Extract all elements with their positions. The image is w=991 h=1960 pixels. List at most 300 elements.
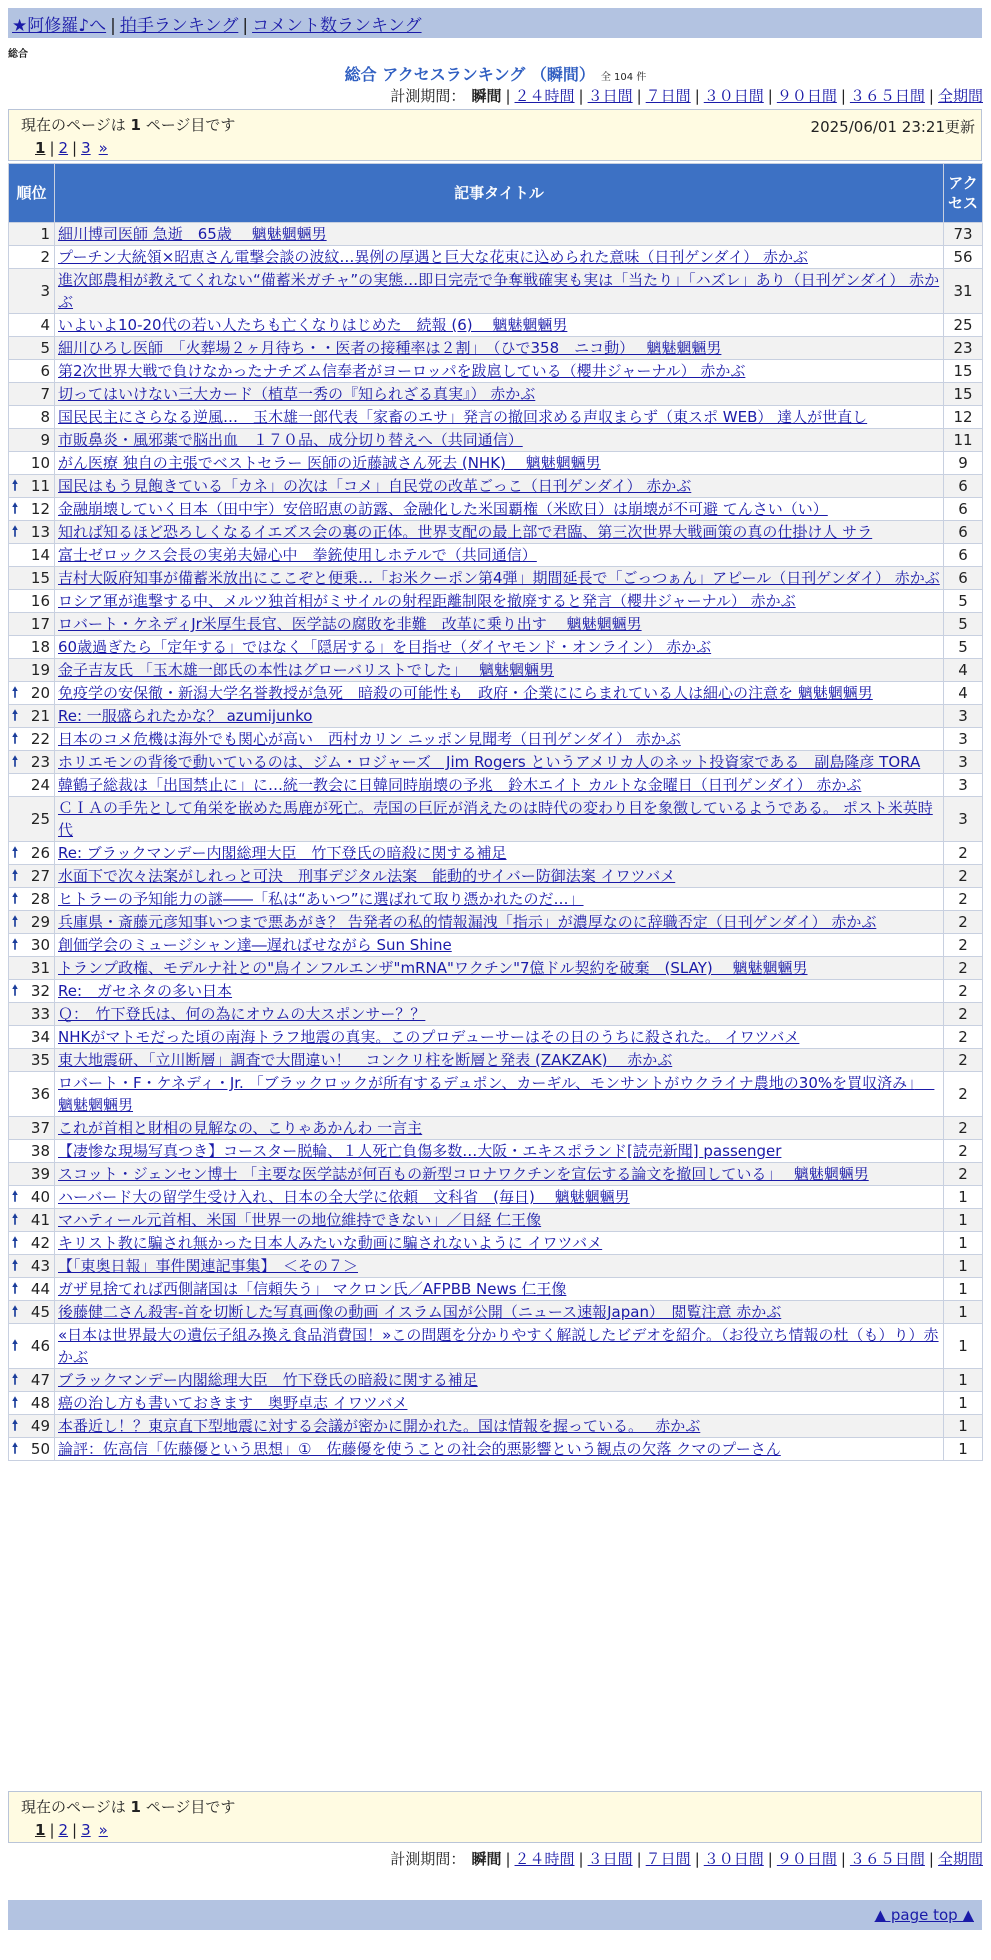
access-count: 25 [944,314,983,337]
rank-up-arrow-icon: 🠕 [12,685,19,701]
rank-number: 48 [30,1394,50,1412]
rank-number: 50 [30,1440,50,1458]
access-count: 9 [944,452,983,475]
title-cell [55,980,944,1003]
access-count: 6 [944,521,983,544]
article-title-link[interactable]: 論評：佐高信「佐藤優という思想」① 佐藤優を使うことの社会的悪影響という観点の欠落 クマのプーさん [58,1440,781,1458]
access-count: 2 [944,1003,983,1026]
table-row [9,636,983,659]
rank-up-arrow-icon: 🠕 [12,501,19,517]
rank-number: 42 [30,1234,50,1252]
title-cell [55,1072,944,1117]
access-count: 3 [944,797,983,842]
access-count: 1 [944,1301,983,1324]
period-label: 計測期間： [390,1850,466,1868]
rank-cell [9,1301,55,1324]
rank-number: 29 [30,913,50,931]
pager-bottom: 1 | 2 | 3 » [35,1821,108,1839]
top-nav-bar [8,8,982,38]
access-count: 6 [944,498,983,521]
access-count: 15 [944,383,983,406]
access-count: 1 [944,1438,983,1461]
title-cell [55,774,944,797]
title-cell [55,888,944,911]
rank-number: 49 [30,1417,50,1435]
access-count: 11 [944,429,983,452]
article-title-link[interactable]: 韓鶴子総裁は「出国禁止に」に…統一教会に日韓同時崩壊の予兆 鈴木エイト カルトな金曜日（日刊ゲンダイ） 赤かぶ [58,776,862,794]
rank-number: 19 [30,661,50,679]
period-option-30d[interactable]: ３０日間 [703,1850,764,1868]
title-cell [55,452,944,475]
rank-cell [9,842,55,865]
access-count: 31 [944,269,983,314]
article-title-link[interactable]: NHKがマトモだった頃の南海トラフ地震の真実。このプロデューサーはその日のうちに殺された。 イワツバメ [58,1028,800,1046]
rank-cell [9,613,55,636]
access-count: 5 [944,636,983,659]
rank-number: 45 [30,1303,50,1321]
title-cell [55,934,944,957]
rank-up-arrow-icon: 🠕 [12,708,19,724]
rank-number: 21 [30,707,50,725]
article-title-link[interactable]: 日本のコメ危機は海外でも関心が高い 西村カリン ニッポン見聞考（日刊ゲンダイ） 赤かぶ [58,730,681,748]
rank-cell [9,797,55,842]
rank-number: 16 [30,592,50,610]
table-row [9,751,983,774]
article-title-link[interactable]: ＣＩＡの手先として角栄を嵌めた馬鹿が死亡。売国の巨匠が消えたのは時代の変わり目を象徴しているようである。 ポスト米英時代 [58,799,933,839]
title-cell [55,1438,944,1461]
rank-number: 46 [30,1337,50,1355]
rank-up-arrow-icon: 🠕 [12,1372,19,1388]
rank-cell [9,360,55,383]
title-cell [55,498,944,521]
period-option-24h[interactable]: ２４時間 [514,1850,575,1868]
rank-up-arrow-icon: 🠕 [12,1235,19,1251]
article-title-link[interactable]: «日本は世界最大の遺伝子組み換え食品消費国！»この問題を分かりやすく解説したビデオを紹介。（お役立ち情報の杜（も）り）赤かぶ [58,1326,939,1366]
nav-separator: | [242,16,249,36]
rank-up-arrow-icon: 🠕 [12,1189,19,1205]
table-row [9,567,983,590]
rank-number: 38 [30,1142,50,1160]
rank-cell [9,728,55,751]
ranking-table [8,163,983,1461]
pager-page-3[interactable]: 3 [81,1821,91,1839]
rank-cell [9,1026,55,1049]
access-count: 4 [944,659,983,682]
rank-number: 17 [30,615,50,633]
title-cell [55,475,944,498]
rank-number: 5 [40,339,50,357]
rank-cell [9,498,55,521]
pager-page-2[interactable]: 2 [58,1821,69,1839]
access-count: 4 [944,682,983,705]
period-option-24h[interactable]: ２４時間 [514,87,575,105]
period-option-3d[interactable]: ３日間 [587,87,633,105]
article-title-link[interactable]: 切ってはいけない三大カード（植草一秀の『知られざる真実』） 赤かぶ [58,385,536,403]
article-title-link[interactable]: ホリエモンの背後で動いているのは、ジム・ロジャーズ Jim Rogers というアメリカ人のネット投資家である 副島隆彦 TORA [58,753,921,771]
rank-cell [9,1324,55,1369]
article-title-link[interactable]: 後藤健二さん殺害-首を切断した写真画像の動画 イスラム国が公開（ニュース速報Japan） 閲覧注意 赤かぶ [58,1303,782,1321]
table-row [9,1415,983,1438]
table-row [9,865,983,888]
table-row [9,452,983,475]
rank-cell [9,980,55,1003]
table-row [9,1369,983,1392]
title-cell [55,797,944,842]
rank-number: 41 [30,1211,50,1229]
title-cell [55,659,944,682]
access-count: 1 [944,1209,983,1232]
article-title-link[interactable]: 国民はもう見飽きている「カネ」の次は「コメ」自民党の改革ごっこ（日刊ゲンダイ） 赤かぶ [58,477,692,495]
rank-up-arrow-icon: 🠕 [12,1281,19,1297]
rank-number: 3 [40,282,50,300]
home-link[interactable]: ★阿修羅♪へ [12,16,107,36]
rank-up-arrow-icon: 🠕 [12,1395,19,1411]
table-row [9,406,983,429]
article-title-link[interactable]: ハーバード大の留学生受け入れ、日本の全大学に依頼 文科省 (毎日) 魑魅魍魎男 [58,1188,630,1206]
rank-cell [9,1117,55,1140]
article-title-link[interactable]: トランプ政権、モデルナ社との"鳥インフルエンザ"mRNA"ワクチン"7億ドル契約を破棄 (SLAY) 魑魅魍魎男 [58,959,808,977]
table-row [9,1049,983,1072]
rank-number: 1 [40,225,50,243]
rank-number: 40 [30,1188,50,1206]
title-cell [55,957,944,980]
article-title-link[interactable]: 【「東奥日報」事件関連記事集】 ＜その７＞ [58,1257,359,1275]
period-current: 瞬間 [471,87,502,105]
rank-up-arrow-icon: 🠕 [12,524,19,540]
rank-cell [9,383,55,406]
access-count: 2 [944,934,983,957]
article-title-link[interactable]: Re: 一服盛られたかな？ azumijunko [58,707,313,725]
title-cell [55,911,944,934]
article-title-link[interactable]: がん医療 独自の主張でベストセラー 医師の近藤誠さん死去 (NHK) 魑魅魍魎男 [58,454,601,472]
table-row [9,1140,983,1163]
article-title-link[interactable]: 進次郎農相が教えてくれない“備蓄米ガチャ”の実態…即日完売で争奪戦確実も実は「当たり」「ハズレ」あり（日刊ゲンダイ） 赤かぶ [58,271,940,311]
table-row [9,934,983,957]
article-title-link[interactable]: ブラックマンデー内閣総理大臣 竹下登氏の暗殺に関する補足 [58,1371,478,1389]
rank-number: 2 [40,248,50,266]
title-header: 記事タイトル [55,164,944,223]
access-count: 1 [944,1369,983,1392]
rank-cell [9,406,55,429]
article-title-link[interactable]: ヒトラーの予知能力の謎――「私は“あいつ”に選ばれて取り憑かれたのだ…」 [58,890,584,908]
table-row [9,360,983,383]
rank-cell [9,957,55,980]
rank-up-arrow-icon: 🠕 [12,1441,19,1457]
access-count: 2 [944,865,983,888]
article-title-link[interactable]: ロシア軍が進撃する中、メルツ独首相がミサイルの射程距離制限を撤廃すると発言（櫻井ジャーナル） 赤かぶ [58,592,796,610]
access-count: 1 [944,1392,983,1415]
title-cell [55,1278,944,1301]
rank-cell [9,865,55,888]
rank-number: 8 [40,408,50,426]
article-title-link[interactable]: 水面下で次々法案がしれっと可決 刑事デジタル法案 能動的サイバー防御法案 イワツバメ [58,867,676,885]
pager-page-3[interactable]: 3 [81,139,91,157]
access-count: 5 [944,613,983,636]
title-cell [55,1026,944,1049]
article-title-link[interactable]: Ｑ： 竹下登氏は、何の為にオウムの大スポンサー？？ [58,1005,426,1023]
rank-number: 37 [30,1119,50,1137]
access-count: 2 [944,980,983,1003]
article-title-link[interactable]: スコット・ジェンセン博士 「主要な医学誌が何百もの新型コロナワクチンを宣伝する論文を撤回している」 魑魅魍魎男 [58,1165,869,1183]
article-title-link[interactable]: ガザ見捨てれば西側諸国は「信頼失う」 マクロン氏／AFPBB News 仁王像 [58,1280,567,1298]
rank-cell [9,452,55,475]
rank-number: 20 [30,684,50,702]
rank-cell [9,751,55,774]
rank-cell [9,429,55,452]
period-option-365d[interactable]: ３６５日間 [849,1850,925,1868]
article-title-link[interactable]: これが首相と財相の見解なの、こりゃあかんわ 一言主 [58,1119,423,1137]
title-cell [55,1324,944,1369]
table-row [9,223,983,246]
access-count: 15 [944,360,983,383]
table-row [9,1026,983,1049]
article-title-link[interactable]: 兵庫県・斎藤元彦知事いつまで悪あがき？ 告発者の私的情報漏洩「指示」が濃厚なのに辞職否定（日刊ゲンダイ） 赤かぶ [58,913,877,931]
rank-number: 31 [30,959,50,977]
rank-number: 7 [40,385,50,403]
rank-cell [9,1209,55,1232]
article-title-link[interactable]: 免疫学の安保徹・新潟大学名誉教授が急死 暗殺の可能性も 政府・企業ににらまれている人は細心の注意を 魑魅魍魎男 [58,684,873,702]
access-count: 1 [944,1415,983,1438]
table-row [9,1324,983,1369]
access-count: 2 [944,1026,983,1049]
current-page-number: 1 [130,116,141,134]
table-row [9,521,983,544]
access-count: 2 [944,842,983,865]
comment-ranking-link[interactable]: コメント数ランキング [252,16,422,36]
period-option-3d[interactable]: ３日間 [587,1850,633,1868]
rank-up-arrow-icon: 🠕 [12,937,19,953]
page-status: 現在のページは 1 ページ目です [21,116,236,134]
nav-separator: | [110,16,116,36]
access-count: 1 [944,1255,983,1278]
article-title-link[interactable]: 富士ゼロックス会長の実弟夫婦心中 拳銃使用しホテルで（共同通信） [58,546,537,564]
table-row [9,682,983,705]
rank-up-arrow-icon: 🠕 [12,983,19,999]
title-cell [55,429,944,452]
table-row [9,1163,983,1186]
rank-cell [9,544,55,567]
article-title-link[interactable]: Re: ガセネタの多い日本 [58,982,233,1000]
table-row [9,314,983,337]
period-option-all[interactable]: 全期間 [937,1850,983,1868]
article-title-link[interactable]: 吉村大阪府知事が備蓄米放出にここぞと便乗…「お米クーポン第4弾」期間延長で「ごっつぁん」アピール（日刊ゲンダイ） 赤かぶ [58,569,940,587]
access-count: 1 [944,1324,983,1369]
rank-cell [9,1140,55,1163]
access-count: 3 [944,774,983,797]
title-cell [55,337,944,360]
table-row [9,980,983,1003]
rank-number: 33 [30,1005,50,1023]
rank-up-arrow-icon: 🠕 [12,1212,19,1228]
period-option-90d[interactable]: ９０日間 [776,87,837,105]
table-row [9,246,983,269]
rank-number: 34 [30,1028,50,1046]
access-count: 1 [944,1186,983,1209]
period-current: 瞬間 [471,1850,502,1868]
table-row [9,337,983,360]
title-cell [55,842,944,865]
rank-number: 15 [30,569,50,587]
access-count: 6 [944,567,983,590]
rank-up-arrow-icon: 🠕 [12,1304,19,1320]
table-row [9,429,983,452]
article-title-link[interactable]: 60歳過ぎたら「定年する」ではなく「隠居する」を目指せ（ダイヤモンド・オンライン） 赤かぶ [58,638,712,656]
rank-number: 27 [30,867,50,885]
rank-cell [9,1278,55,1301]
title-cell [55,1140,944,1163]
pager-page-2[interactable]: 2 [58,139,69,157]
rank-number: 25 [30,810,50,828]
pager-next[interactable]: » [98,139,108,157]
rank-cell [9,934,55,957]
rank-number: 14 [30,546,50,564]
page-title: 総合 アクセスランキング （瞬間） [344,65,595,84]
article-title-link[interactable]: ロバート・ケネディJr米厚生長官、医学誌の腐敗を非難 改革に乗り出す 魑魅魍魎男 [58,615,642,633]
clap-ranking-link[interactable]: 拍手ランキング [119,16,239,36]
article-title-link[interactable]: いよいよ10-20代の若い人たちも亡くなりはじめた 続報 (6) 魑魅魍魎男 [58,316,568,334]
article-title-link[interactable]: 【凄惨な現場写真つき】コースター脱輪、１人死亡負傷多数…大阪・エキスポランド[読売新聞] passenger [58,1142,782,1160]
rank-up-arrow-icon: 🠕 [12,868,19,884]
article-title-link[interactable]: キリスト教に騙され無かった日本人みたいな動画に騙されないように イワツバメ [58,1234,603,1252]
table-row [9,1209,983,1232]
pager-next[interactable]: » [98,1821,108,1839]
access-count: 23 [944,337,983,360]
rank-number: 18 [30,638,50,656]
title-cell [55,269,944,314]
access-count: 73 [944,223,983,246]
article-title-link[interactable]: 細川博司医師 急逝 65歳 魑魅魍魎男 [58,225,327,243]
title-cell [55,567,944,590]
title-cell [55,1003,944,1026]
access-count: 56 [944,246,983,269]
title-cell [55,1301,944,1324]
rank-cell [9,269,55,314]
title-cell [55,590,944,613]
rank-number: 4 [40,316,50,334]
rank-cell [9,888,55,911]
pager-current[interactable]: 1 [35,139,46,157]
pager-current[interactable]: 1 [35,1821,46,1839]
page-title-row [0,62,991,85]
table-row [9,1255,983,1278]
article-title-link[interactable]: 創価学会のミュージシャン達―遅ればせながら Sun Shine [58,936,452,954]
access-count: 2 [944,911,983,934]
title-cell [55,1163,944,1186]
article-title-link[interactable]: 市販鼻炎・風邪薬で脳出血 １７０品、成分切り替えへ（共同通信） [58,431,523,449]
article-title-link[interactable]: プーチン大統領×昭恵さん電撃会談の波紋…異例の厚遇と巨大な花束に込められた意味（日刊ゲンダイ） 赤かぶ [58,248,808,266]
article-title-link[interactable]: 知れば知るほど恐ろしくなるイエズス会の裏の正体。世界支配の最上部で君臨、第三次世界大戦画策の真の仕掛け人 サラ [58,523,873,541]
title-cell [55,1369,944,1392]
period-option-30d[interactable]: ３０日間 [703,87,764,105]
title-cell [55,1232,944,1255]
title-cell [55,728,944,751]
table-row [9,842,983,865]
title-cell [55,1209,944,1232]
access-count: 3 [944,728,983,751]
page-top-link[interactable]: ▲ page top ▲ [874,1906,974,1924]
access-count: 5 [944,590,983,613]
period-option-7d[interactable]: ７日間 [645,87,691,105]
period-selector-bottom: 計測期間： 瞬間 | ２４時間 | ３日間 | ７日間 | ３０日間 | ９０日間 | ３６５日間 | 全期間 [390,1850,983,1868]
rank-up-arrow-icon: 🠕 [12,914,19,930]
period-option-7d[interactable]: ７日間 [645,1850,691,1868]
article-title-link[interactable]: 国民民主にさらなる逆風… 玉木雄一郎代表「家畜のエサ」発言の撤回求める声収まらず（東スポ WEB） 達人が世直し [58,408,868,426]
page-status: 現在のページは 1 ページ目です [21,1798,236,1816]
period-option-all[interactable]: 全期間 [937,87,983,105]
table-row [9,475,983,498]
access-count: 3 [944,705,983,728]
article-title-link[interactable]: 東大地震研、「立川断層」調査で大間違い！ コンクリ柱を断層と発表 (ZAKZAK) 赤かぶ [58,1051,673,1069]
article-title-link[interactable]: 本番近し！？東京直下型地震に対する会議が密かに開かれた。国は情報を握っている。 赤かぶ [58,1417,701,1435]
article-title-link[interactable]: ロバート・F・ケネディ・Jr. 「ブラックロックが所有するデュポン、カーギル、モンサントがウクライナ農地の30%を買収済み」 魑魅魍魎男 [58,1074,935,1114]
rank-cell [9,1049,55,1072]
article-title-link[interactable]: 癌の治し方も書いておきます 奥野卓志 イワツバメ [58,1394,408,1412]
title-cell [55,246,944,269]
access-count: 2 [944,1117,983,1140]
rank-cell [9,521,55,544]
rank-cell [9,223,55,246]
period-option-90d[interactable]: ９０日間 [776,1850,837,1868]
total-count: 全 104 件 [600,72,647,83]
table-row [9,383,983,406]
title-cell [55,383,944,406]
article-title-link[interactable]: 細川ひろし医師 「火葬場２ヶ月待ち・・医者の接種率は２割」 （ひで358 ニコ動） 魑魅魍魎男 [58,339,722,357]
article-title-link[interactable]: Re: ブラックマンデー内閣総理大臣 竹下登氏の暗殺に関する補足 [58,844,507,862]
rank-cell [9,475,55,498]
table-row [9,498,983,521]
article-title-link[interactable]: 金融崩壊していく日本（田中宇）安倍昭恵の訪露、金融化した米国覇権（米欧日）は崩壊が不可避 てんさい（い） [58,500,828,518]
table-row [9,1232,983,1255]
rank-number: 28 [30,890,50,908]
title-cell [55,1117,944,1140]
rank-up-arrow-icon: 🠕 [12,478,19,494]
table-row [9,797,983,842]
rank-up-arrow-icon: 🠕 [12,754,19,770]
rank-cell [9,567,55,590]
article-title-link[interactable]: 金子吉友氏 「玉木雄一郎氏の本性はグローバリストでした」 魑魅魍魎男 [58,661,554,679]
title-cell [55,521,944,544]
title-cell [55,613,944,636]
rank-number: 26 [30,844,50,862]
rank-cell [9,1255,55,1278]
rank-cell [9,314,55,337]
updated-time: 2025/06/01 23:21更新 [810,118,975,136]
access-count: 2 [944,1140,983,1163]
article-title-link[interactable]: 第2次世界大戦で負けなかったナチズム信奉者がヨーロッパを跋扈している（櫻井ジャーナル） 赤かぶ [58,362,746,380]
title-cell [55,223,944,246]
title-cell [55,360,944,383]
title-cell [55,406,944,429]
rank-cell [9,911,55,934]
article-title-link[interactable]: マハティール元首相、米国「世界一の地位維持できない」／日経 仁王像 [58,1211,542,1229]
table-row [9,1072,983,1117]
access-count: 2 [944,957,983,980]
rank-cell [9,246,55,269]
table-row [9,705,983,728]
access-count: 3 [944,751,983,774]
title-cell [55,1255,944,1278]
rank-header: 順位 [9,164,55,223]
rank-number: 22 [30,730,50,748]
rank-cell [9,1072,55,1117]
table-row [9,1117,983,1140]
table-row [9,774,983,797]
table-row [9,957,983,980]
current-page-number: 1 [130,1798,141,1816]
period-option-365d[interactable]: ３６５日間 [849,87,925,105]
rank-number: 12 [30,500,50,518]
rank-number: 30 [30,936,50,954]
